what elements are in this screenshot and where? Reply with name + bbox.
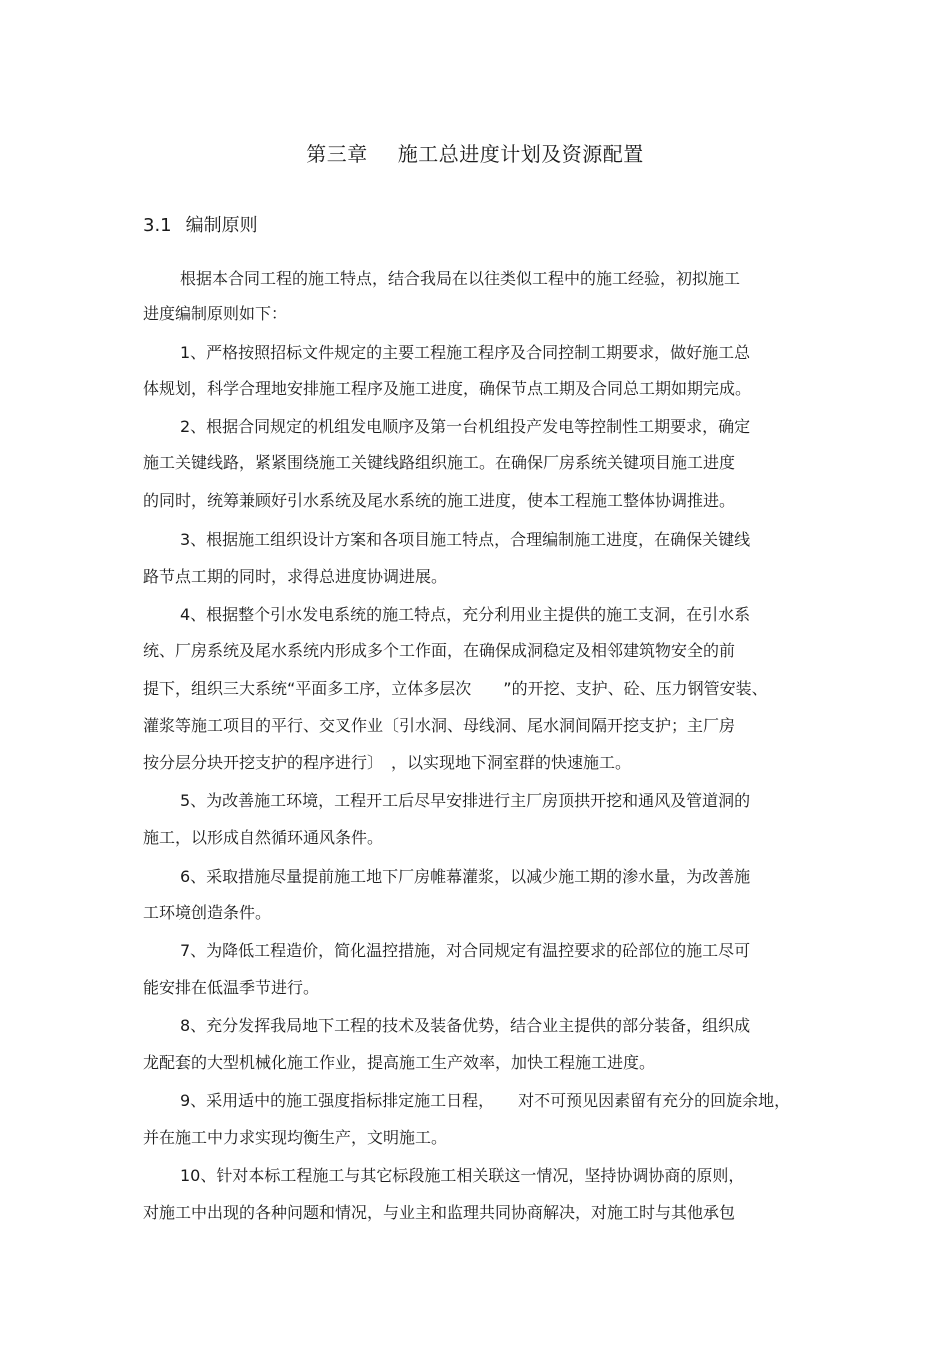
body-line: 8、充分发挥我局地下工程的技术及装备优势，结合业主提供的部分装备，组织成 — [180, 1016, 751, 1035]
body-line: 施工，以形成自然循环通风条件。 — [143, 828, 384, 847]
body-line: 7、为降低工程造价，简化温控措施，对合同规定有温控要求的砼部位的施工尽可 — [180, 941, 751, 960]
body-line: 灌浆等施工项目的平行、交叉作业〔引水洞、母线洞、尾水洞间隔开挖支护；主厂房 — [143, 716, 736, 735]
body-line: 5、为改善施工环境，工程开工后尽早安排进行主厂房顶拱开挖和通风及管道洞的 — [180, 791, 751, 810]
body-line: 对施工中出现的各种问题和情况，与业主和监理共同协商解决，对施工时与其他承包 — [143, 1203, 736, 1222]
body-line: 的同时，统筹兼顾好引水系统及尾水系统的施工进度，使本工程施工整体协调推进。 — [143, 491, 736, 510]
body-line: 4、根据整个引水发电系统的施工特点，充分利用业主提供的施工支洞，在引水系 — [180, 605, 751, 624]
section-number: 3.1 — [143, 215, 172, 236]
body-line: 体规划，科学合理地安排施工程序及施工进度，确保节点工期及合同总工期如期完成。 — [143, 379, 752, 398]
body-line: 3、根据施工组织设计方案和各项目施工特点，合理编制施工进度，在确保关键线 — [180, 530, 751, 549]
body-line: 2、根据合同规定的机组发电顺序及第一台机组投产发电等控制性工期要求，确定 — [180, 417, 751, 436]
body-line: 能安排在低温季节进行。 — [143, 978, 320, 997]
body-line: 路节点工期的同时，求得总进度协调进展。 — [143, 567, 448, 586]
body-line: 工环境创造条件。 — [143, 903, 272, 922]
body-line: 6、采取措施尽量提前施工地下厂房帷幕灌浆，以减少施工期的渗水量，为改善施 — [180, 867, 751, 886]
chapter-name: 施工总进度计划及资源配置 — [397, 142, 644, 166]
body-line: 根据本合同工程的施工特点，结合我局在以往类似工程中的施工经验，初拟施工 — [180, 269, 741, 288]
chapter-number: 第三章 — [306, 142, 368, 166]
body-line: 统、厂房系统及尾水系统内形成多个工作面，在确保成洞稳定及相邻建筑物安全的前 — [143, 641, 736, 660]
section-name: 编制原则 — [185, 215, 258, 236]
body-line: 按分层分块开挖支护的程序进行〕 ，以实现地下洞室群的快速施工。 — [143, 753, 632, 772]
section-heading — [143, 214, 258, 238]
body-line: 施工关键线路，紧紧围绕施工关键线路组织施工。在确保厂房系统关键项目施工进度 — [143, 453, 736, 472]
body-line: 1、严格按照招标文件规定的主要工程施工程序及合同控制工期要求，做好施工总 — [180, 343, 751, 362]
body-line: 提下，组织三大系统“平面多工序，立体多层次 ”的开挖、支护、砼、压力钢管安装、 — [143, 679, 768, 698]
chapter-title — [0, 141, 950, 167]
body-line: 9、采用适中的施工强度指标排定施工日程， 对不可预见因素留有充分的回旋余地， — [180, 1091, 791, 1110]
body-line: 龙配套的大型机械化施工作业，提高施工生产效率，加快工程施工进度。 — [143, 1053, 656, 1072]
body-line: 并在施工中力求实现均衡生产，文明施工。 — [143, 1128, 448, 1147]
body-line: 进度编制原则如下： — [143, 304, 288, 323]
body-line: 10、针对本标工程施工与其它标段施工相关联这一情况，坚持协调协商的原则， — [180, 1166, 745, 1185]
